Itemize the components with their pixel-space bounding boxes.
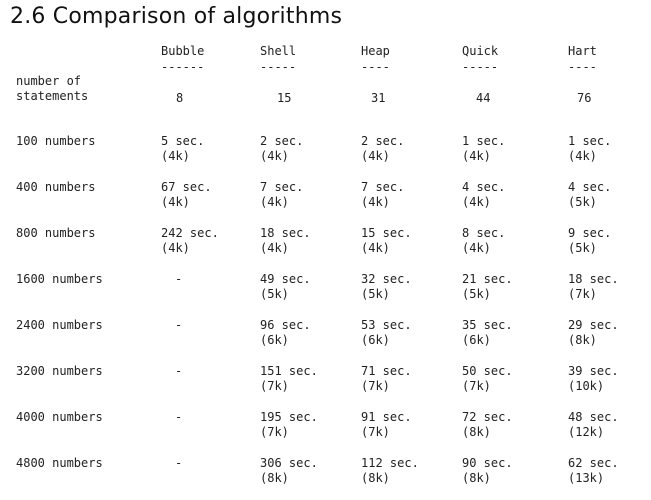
cell-time-quick: 4 sec.	[462, 180, 506, 194]
column-header-bubble: Bubble	[161, 44, 205, 58]
cell-time-shell: 18 sec.	[260, 226, 311, 240]
column-header-hart: Hart	[568, 44, 597, 58]
cell-memory-quick: (4k)	[462, 195, 491, 209]
statements-value-heap: 31	[371, 91, 386, 105]
cell-time-shell: 306 sec.	[260, 456, 318, 470]
cell-time-bubble: -	[175, 456, 183, 470]
column-underline-hart: ----	[568, 60, 597, 74]
cell-time-hart: 29 sec.	[568, 318, 619, 332]
statements-label-line1: number of	[16, 74, 82, 88]
cell-time-hart: 62 sec.	[568, 456, 619, 470]
cell-time-hart: 1 sec.	[568, 134, 612, 148]
cell-memory-hart: (12k)	[568, 425, 605, 439]
cell-memory-quick: (4k)	[462, 149, 491, 163]
cell-memory-hart: (4k)	[568, 149, 597, 163]
cell-memory-hart: (13k)	[568, 471, 605, 485]
cell-memory-heap: (7k)	[361, 425, 390, 439]
cell-time-hart: 9 sec.	[568, 226, 612, 240]
row-label: 100 numbers	[16, 134, 96, 148]
cell-memory-shell: (7k)	[260, 379, 289, 393]
cell-time-hart: 39 sec.	[568, 364, 619, 378]
cell-memory-heap: (4k)	[361, 149, 390, 163]
cell-time-heap: 53 sec.	[361, 318, 412, 332]
column-header-shell: Shell	[260, 44, 297, 58]
cell-memory-heap: (8k)	[361, 471, 390, 485]
cell-time-shell: 49 sec.	[260, 272, 311, 286]
cell-time-shell: 151 sec.	[260, 364, 318, 378]
cell-memory-heap: (5k)	[361, 287, 390, 301]
cell-memory-bubble: (4k)	[161, 195, 190, 209]
cell-time-shell: 195 sec.	[260, 410, 318, 424]
statements-label-line2: statements	[16, 89, 89, 103]
cell-time-heap: 112 sec.	[361, 456, 419, 470]
cell-time-quick: 35 sec.	[462, 318, 513, 332]
cell-time-bubble: -	[175, 272, 183, 286]
cell-memory-quick: (8k)	[462, 425, 491, 439]
row-label: 800 numbers	[16, 226, 96, 240]
cell-time-heap: 2 sec.	[361, 134, 405, 148]
cell-time-heap: 15 sec.	[361, 226, 412, 240]
cell-time-bubble: 242 sec.	[161, 226, 219, 240]
cell-memory-hart: (5k)	[568, 195, 597, 209]
column-underline-quick: -----	[462, 60, 499, 74]
cell-time-shell: 96 sec.	[260, 318, 311, 332]
cell-memory-quick: (6k)	[462, 333, 491, 347]
cell-memory-shell: (4k)	[260, 195, 289, 209]
cell-time-quick: 50 sec.	[462, 364, 513, 378]
cell-time-bubble: -	[175, 410, 183, 424]
cell-memory-hart: (10k)	[568, 379, 605, 393]
cell-memory-bubble: (4k)	[161, 241, 190, 255]
statements-value-shell: 15	[277, 91, 292, 105]
cell-memory-shell: (4k)	[260, 241, 289, 255]
cell-memory-shell: (7k)	[260, 425, 289, 439]
cell-memory-shell: (5k)	[260, 287, 289, 301]
cell-memory-shell: (8k)	[260, 471, 289, 485]
column-header-heap: Heap	[361, 44, 390, 58]
cell-memory-quick: (5k)	[462, 287, 491, 301]
statements-value-quick: 44	[476, 91, 491, 105]
cell-time-hart: 4 sec.	[568, 180, 612, 194]
row-label: 400 numbers	[16, 180, 96, 194]
cell-memory-heap: (6k)	[361, 333, 390, 347]
cell-memory-bubble: (4k)	[161, 149, 190, 163]
cell-memory-hart: (7k)	[568, 287, 597, 301]
cell-memory-shell: (4k)	[260, 149, 289, 163]
cell-memory-heap: (4k)	[361, 195, 390, 209]
cell-time-hart: 48 sec.	[568, 410, 619, 424]
row-label: 3200 numbers	[16, 364, 103, 378]
cell-memory-hart: (8k)	[568, 333, 597, 347]
cell-time-quick: 1 sec.	[462, 134, 506, 148]
cell-time-bubble: 67 sec.	[161, 180, 212, 194]
page-title: 2.6 Comparison of algorithms	[10, 4, 343, 29]
cell-memory-quick: (4k)	[462, 241, 491, 255]
cell-time-heap: 91 sec.	[361, 410, 412, 424]
row-label: 4800 numbers	[16, 456, 103, 470]
column-underline-shell: -----	[260, 60, 297, 74]
statements-value-bubble: 8	[176, 91, 184, 105]
row-label: 1600 numbers	[16, 272, 103, 286]
cell-time-heap: 32 sec.	[361, 272, 412, 286]
statements-value-hart: 76	[577, 91, 592, 105]
cell-time-bubble: -	[175, 364, 183, 378]
cell-memory-heap: (4k)	[361, 241, 390, 255]
cell-memory-quick: (7k)	[462, 379, 491, 393]
column-header-quick: Quick	[462, 44, 499, 58]
cell-time-shell: 2 sec.	[260, 134, 304, 148]
row-label: 2400 numbers	[16, 318, 103, 332]
cell-time-quick: 72 sec.	[462, 410, 513, 424]
cell-time-heap: 71 sec.	[361, 364, 412, 378]
cell-time-quick: 21 sec.	[462, 272, 513, 286]
row-label: 4000 numbers	[16, 410, 103, 424]
cell-memory-quick: (8k)	[462, 471, 491, 485]
column-underline-heap: ----	[361, 60, 390, 74]
cell-time-quick: 90 sec.	[462, 456, 513, 470]
column-underline-bubble: ------	[161, 60, 205, 74]
cell-time-heap: 7 sec.	[361, 180, 405, 194]
cell-time-bubble: 5 sec.	[161, 134, 205, 148]
cell-time-shell: 7 sec.	[260, 180, 304, 194]
cell-memory-shell: (6k)	[260, 333, 289, 347]
cell-time-bubble: -	[175, 318, 183, 332]
cell-memory-heap: (7k)	[361, 379, 390, 393]
cell-time-hart: 18 sec.	[568, 272, 619, 286]
cell-memory-hart: (5k)	[568, 241, 597, 255]
cell-time-quick: 8 sec.	[462, 226, 506, 240]
